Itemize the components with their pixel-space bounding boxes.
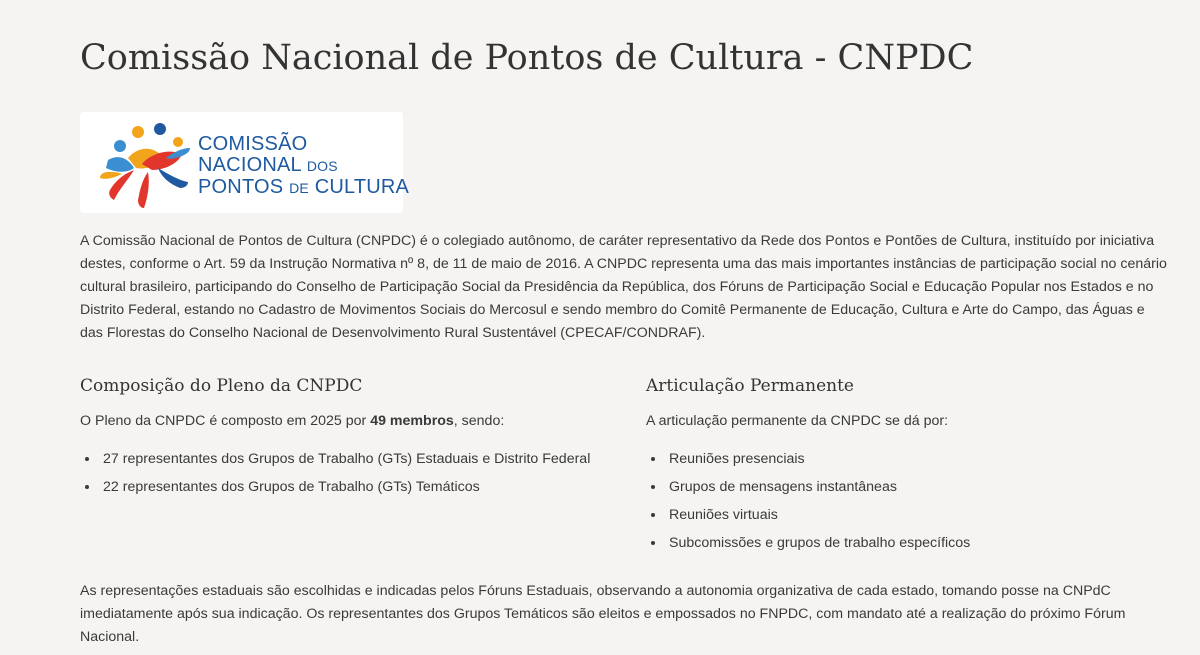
logo-line-3: PONTOS DE CULTURA: [198, 176, 410, 198]
list-item: Reuniões virtuais: [646, 501, 1186, 529]
articulacao-lead: A articulação permanente da CNPDC se dá por:: [646, 413, 949, 429]
list-item: 22 representantes dos Grupos de Trabalho (GTs) Temáticos: [80, 473, 620, 501]
outro-paragraph: As representações estaduais são escolhidas e indicadas pelos Fóruns Estaduais, observando a autonomia organizativa de cada estado, tomando posse na CNPdC imediatamente após sua indicação. Os representantes dos Grupos Temáticos são eleitos e empossados no FNPDC, com mandato até a realização do próximo Fórum Nacional.: [80, 583, 1126, 645]
cnpdc-logo: [80, 112, 410, 213]
logo-figures-icon: [98, 118, 194, 210]
composicao-lead: O Pleno da CNPDC é composto em 2025 por 49 membros, sendo:: [80, 413, 505, 429]
list-item: Reuniões presenciais: [646, 445, 1186, 473]
page-title: Comissão Nacional de Pontos de Cultura - CNPDC: [80, 38, 974, 78]
list-item: Subcomissões e grupos de trabalho específicos: [646, 529, 1186, 557]
articulacao-list: [646, 445, 1186, 557]
composicao-heading: Composição do Pleno da CNPDC: [80, 376, 363, 396]
members-count: 49 membros: [370, 413, 454, 429]
composicao-section: [80, 374, 620, 501]
list-item: Grupos de mensagens instantâneas: [646, 473, 1186, 501]
logo-line-1: COMISSÃO: [198, 133, 308, 155]
logo-line-2: NACIONAL DOS: [198, 154, 338, 176]
composicao-list: [80, 445, 620, 501]
logo-wordmark: [198, 134, 409, 199]
articulacao-section: [646, 374, 1186, 557]
intro-paragraph: A Comissão Nacional de Pontos de Cultura (CNPDC) é o colegiado autônomo, de caráter representativo da Rede dos Pontos e Pontões de Cultura, instituído por iniciativa destes, conforme o Art. 59 da Instrução Normativa nº 8, de 11 de maio de 2016. A CNPDC representa uma das mais importantes instâncias de participação social no cenário cultural brasileiro, participando do Conselho de Participação Social da Presidência da República, dos Fóruns de Participação Social e Educação Popular nos Estados e no Distrito Federal, estando no Cadastro de Movimentos Sociais do Mercosul e sendo membro do Comitê Permanente de Educação, Cultura e Arte do Campo, das Águas e das Florestas do Conselho Nacional de Desenvolvimento Rural Sustentável (CPECAF/CONDRAF).: [80, 233, 1167, 341]
articulacao-heading: Articulação Permanente: [646, 376, 854, 396]
list-item: 27 representantes dos Grupos de Trabalho (GTs) Estaduais e Distrito Federal: [80, 445, 620, 473]
